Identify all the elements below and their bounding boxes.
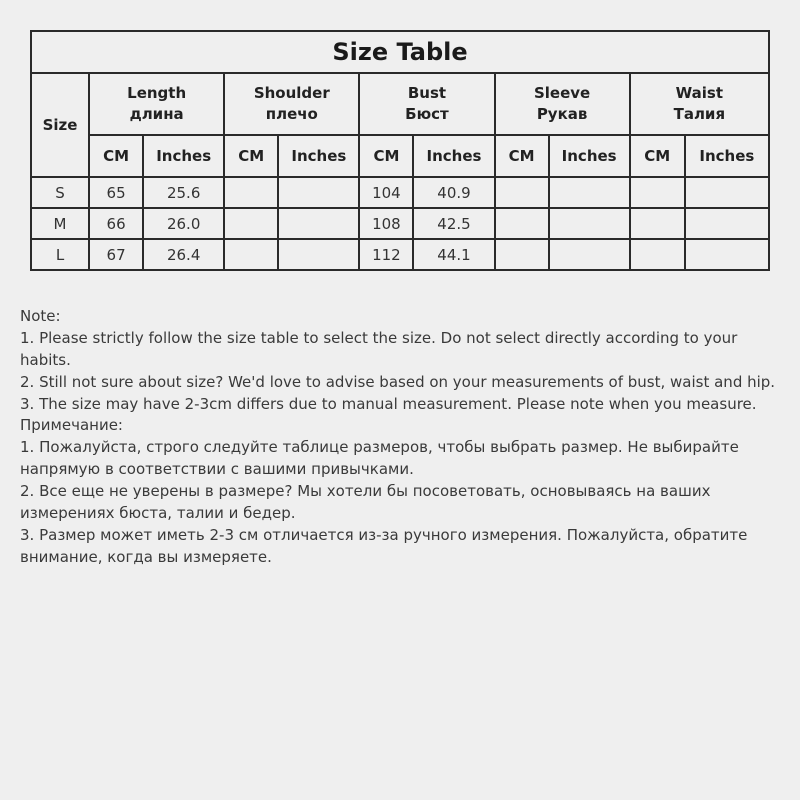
sleeve-header-ru: Рукав xyxy=(536,105,588,123)
sleeve-cm-cell xyxy=(495,239,549,270)
bust-cm-header: CM xyxy=(359,135,413,177)
bust-inches-cell: 40.9 xyxy=(413,177,494,208)
length-header xyxy=(89,73,224,135)
shoulder-header-ru: плечо xyxy=(265,105,318,123)
length-inches-header: Inches xyxy=(143,135,224,177)
table-row xyxy=(31,208,769,239)
waist-header-ru: Талия xyxy=(673,105,726,123)
sleeve-cm-header: CM xyxy=(495,135,549,177)
waist-cm-cell xyxy=(630,239,685,270)
notes-english xyxy=(20,305,790,415)
notes-russian xyxy=(20,414,790,568)
note-line: 1. Пожалуйста, строго следуйте таблице размеров, чтобы выбрать размер. Не выбирайте напрямую в соответствии с вашими привычками. xyxy=(20,438,739,478)
sleeve-header-en: Sleeve xyxy=(533,84,591,102)
bust-inches-cell: 44.1 xyxy=(413,239,494,270)
bust-header-en: Bust xyxy=(407,84,447,102)
note-line: 1. Please strictly follow the size table to select the size. Do not select directly according to your habits. xyxy=(20,329,738,369)
length-header-en: Length xyxy=(127,84,187,102)
length-inches-cell: 25.6 xyxy=(143,177,224,208)
length-header-ru: длина xyxy=(129,105,184,123)
bust-cm-cell: 108 xyxy=(359,208,413,239)
bust-cm-cell: 112 xyxy=(359,239,413,270)
bust-inches-cell: 42.5 xyxy=(413,208,494,239)
note-line: 3. Размер может иметь 2-3 см отличается из-за ручного измерения. Пожалуйста, обратите внимание, когда вы измеряете. xyxy=(20,526,748,566)
waist-cm-cell xyxy=(630,208,685,239)
length-cm-header: CM xyxy=(89,135,143,177)
waist-inches-cell xyxy=(685,208,769,239)
waist-header-en: Waist xyxy=(675,84,724,102)
table-row xyxy=(31,177,769,208)
length-cm-cell: 67 xyxy=(89,239,143,270)
table-title: Size Table xyxy=(31,31,769,73)
waist-header xyxy=(630,73,769,135)
waist-cm-cell xyxy=(630,177,685,208)
shoulder-inches-header: Inches xyxy=(278,135,359,177)
sleeve-inches-cell xyxy=(549,177,630,208)
shoulder-header-en: Shoulder xyxy=(253,84,330,102)
table-row xyxy=(31,239,769,270)
size-cell: M xyxy=(31,208,89,239)
length-inches-cell: 26.4 xyxy=(143,239,224,270)
bust-header xyxy=(359,73,494,135)
waist-cm-header: CM xyxy=(630,135,685,177)
shoulder-inches-cell xyxy=(278,208,359,239)
note-line: 3. The size may have 2-3cm differs due to manual measurement. Please note when you measure. xyxy=(20,395,757,413)
size-column-header: Size xyxy=(31,73,89,177)
shoulder-inches-cell xyxy=(278,239,359,270)
sleeve-inches-cell xyxy=(549,239,630,270)
shoulder-inches-cell xyxy=(278,177,359,208)
shoulder-header xyxy=(224,73,359,135)
size-table xyxy=(30,30,770,271)
size-cell: L xyxy=(31,239,89,270)
sleeve-inches-cell xyxy=(549,208,630,239)
length-inches-cell: 26.0 xyxy=(143,208,224,239)
note-line: 2. Все еще не уверены в размере? Мы хотели бы посоветовать, основываясь на ваших измерениях бюста, талии и бедер. xyxy=(20,482,711,522)
shoulder-cm-cell xyxy=(224,239,278,270)
notes-heading: Note: xyxy=(20,307,61,325)
note-line: 2. Still not sure about size? We'd love to advise based on your measurements of bust, waist and hip. xyxy=(20,373,776,391)
sleeve-inches-header: Inches xyxy=(549,135,630,177)
shoulder-cm-cell xyxy=(224,177,278,208)
shoulder-cm-cell xyxy=(224,208,278,239)
sleeve-header xyxy=(495,73,630,135)
sleeve-cm-cell xyxy=(495,177,549,208)
waist-inches-cell xyxy=(685,239,769,270)
shoulder-cm-header: CM xyxy=(224,135,278,177)
bust-header-ru: Бюст xyxy=(405,105,449,123)
waist-inches-cell xyxy=(685,177,769,208)
length-cm-cell: 65 xyxy=(89,177,143,208)
waist-inches-header: Inches xyxy=(685,135,769,177)
bust-inches-header: Inches xyxy=(413,135,494,177)
notes-heading: Примечание: xyxy=(20,416,123,434)
size-cell: S xyxy=(31,177,89,208)
sleeve-cm-cell xyxy=(495,208,549,239)
bust-cm-cell: 104 xyxy=(359,177,413,208)
length-cm-cell: 66 xyxy=(89,208,143,239)
